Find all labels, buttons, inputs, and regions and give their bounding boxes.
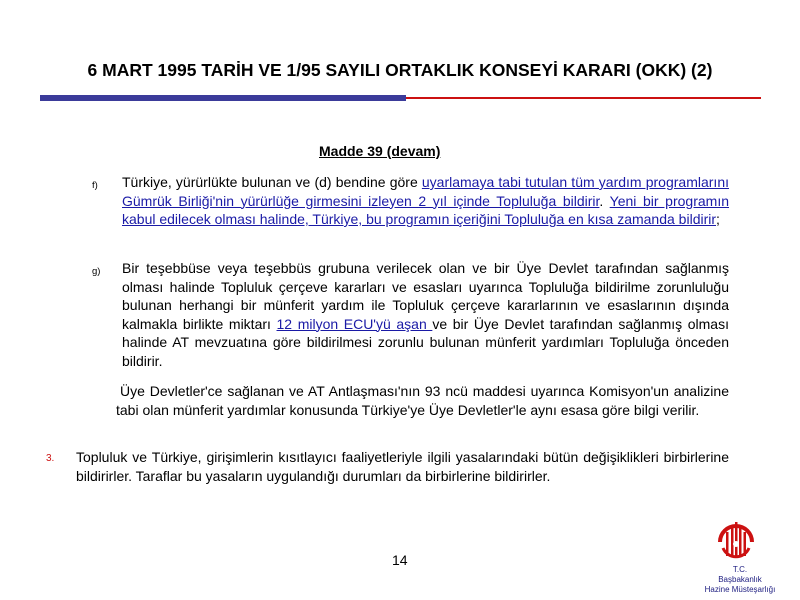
item-f-text-2: . [599, 192, 610, 209]
item-f-text-1: Türkiye, yürürlükte bulunan ve (d) bendine göre [122, 174, 422, 190]
item-marker-f: f) [92, 180, 98, 191]
item-g-text-2: ve bir Üye Devlet tarafından sağlanmış olması halinde AT mevzuatına göre bildirilmesi zorunlu bulunan münferit yardımları Topluluğa önceden bildirir. [122, 315, 729, 369]
member-states-note: Üye Devletler'ce sağlanan ve AT Antlaşması'nın 93 ncü maddesi uyarınca Komisyon'un analizine tabi olan münferit yardımlar konusunda Türkiye'ye Üye Devletler'le aynı esasa göre bilgi verilir. [116, 383, 729, 418]
item-f-paragraph [122, 173, 729, 229]
slide-title: 6 MART 1995 TARİH VE 1/95 SAYILI ORTAKLIK KONSEYİ KARARI (OKK) (2) [87, 60, 713, 80]
org-line-2: Başbakanlık [718, 575, 762, 584]
page-number: 14 [392, 552, 408, 568]
item-f-link-1[interactable]: uyarlamaya tabi tutulan tüm yardım programlarını Gümrük Birliği'nin yürürlüğe girmesini izleyen 2 yıl içinde Topluluğa bildirir [122, 174, 729, 209]
article-heading: Madde 39 (devam) [319, 143, 441, 159]
item-g-text-1: Bir teşebbüse veya teşebbüs grubuna verilecek olan ve bir Üye Devlet tarafından sağlanmış olması halinde Topluluk çerçeve kararları ve esasları uyarınca Topluluğa bildirilme zorunluluğu bulunan herhangi bir münferit yardım ile Topluluk çerçeve kararlarının ve esaslarının dışında kalmakla birlikte miktarı [122, 260, 729, 332]
item-f-text-3: ; [716, 211, 720, 227]
org-line-1: T.C. [732, 565, 748, 574]
title-rule-blue [40, 95, 406, 101]
treasury-emblem-icon [712, 518, 760, 566]
org-line-3: Hazine Müsteşarlığı [704, 585, 776, 594]
item-g-paragraph [122, 259, 729, 370]
organization-label [690, 565, 790, 595]
item-marker-g: g) [92, 266, 101, 277]
title-rule-red [406, 97, 761, 99]
item-3-paragraph: Topluluk ve Türkiye, girişimlerin kısıtlayıcı faaliyetleriyle ilgili yasalarındaki bütün değişiklikleri birbirlerine bildirirler. Taraflar bu yasaların uygulandığı durumları da birbirlerine bildirirler. [76, 449, 729, 484]
item-marker-3: 3. [46, 453, 55, 464]
item-f-link-2[interactable]: Yeni bir programın kabul edilecek olması halinde, Türkiye, bu programın içeriğini Topluluğa en kısa zamanda bildirir [122, 192, 729, 227]
item-g-link-1[interactable]: 12 milyon ECU'yü aşan [276, 315, 433, 332]
